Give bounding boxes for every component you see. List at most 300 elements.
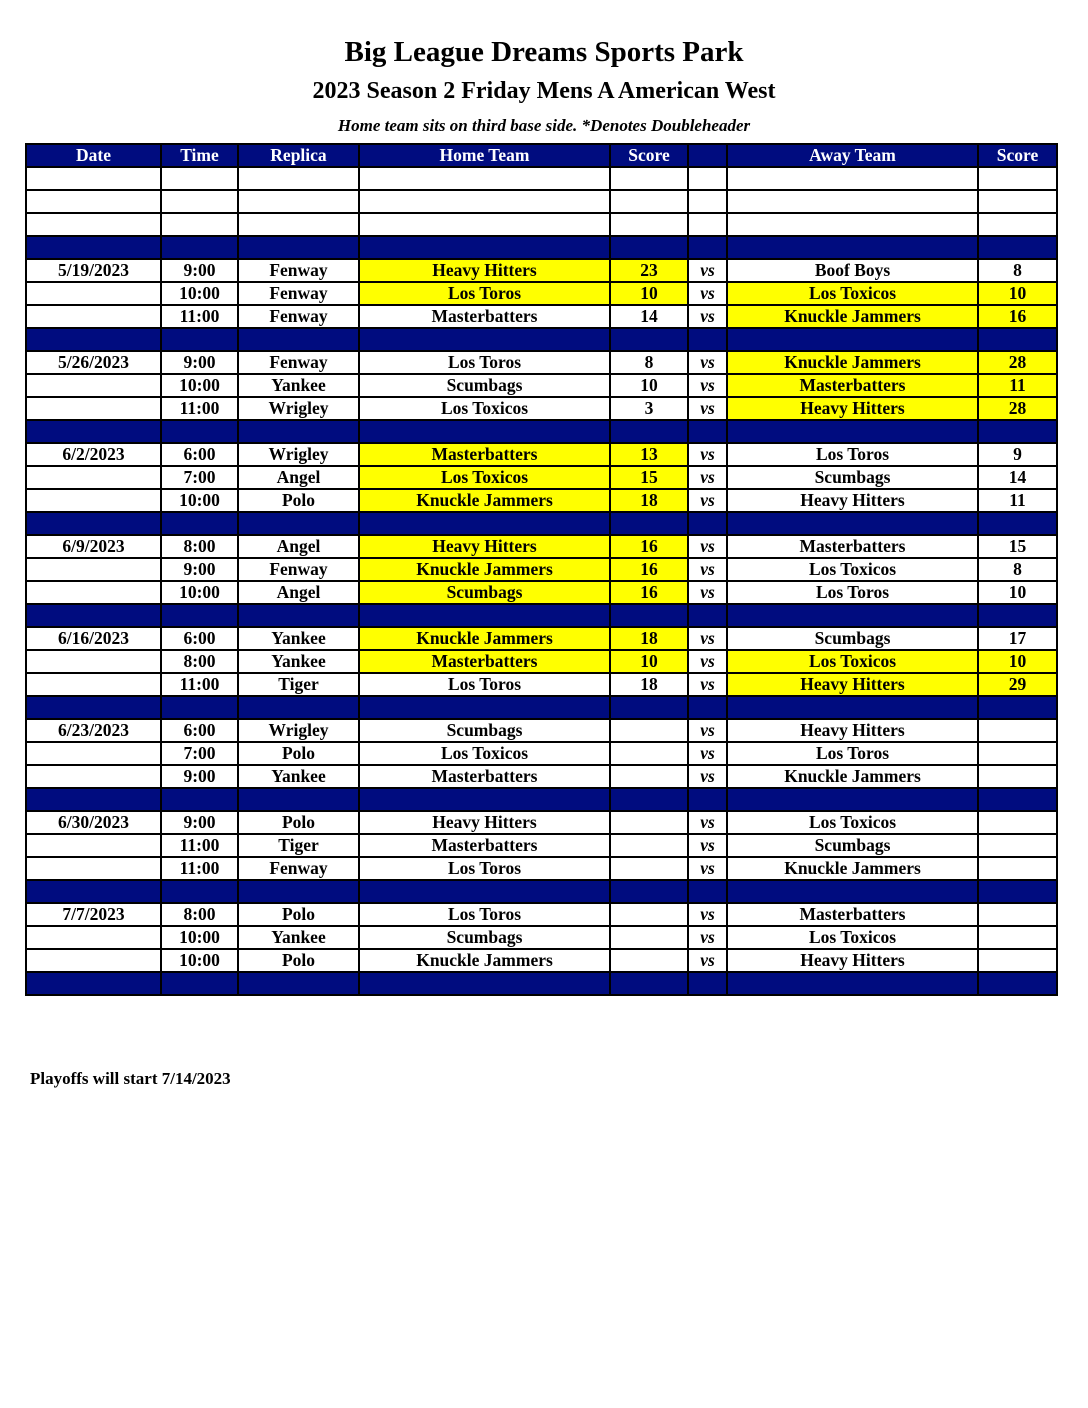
away-score-cell xyxy=(978,765,1057,788)
replica-cell xyxy=(238,420,359,443)
replica-cell: Fenway xyxy=(238,282,359,305)
vs-cell xyxy=(688,512,727,535)
away-team-cell xyxy=(727,696,978,719)
table-row xyxy=(26,903,1057,926)
away-score-cell: 8 xyxy=(978,558,1057,581)
home-team-cell: Masterbatters xyxy=(359,650,610,673)
home-team-cell: Masterbatters xyxy=(359,834,610,857)
col-header-vs xyxy=(688,144,727,167)
table-row xyxy=(26,811,1057,834)
vs-cell xyxy=(688,190,727,213)
home-score-cell: 18 xyxy=(610,489,688,512)
time-cell xyxy=(161,167,238,190)
home-score-cell xyxy=(610,604,688,627)
away-team-cell: Knuckle Jammers xyxy=(727,857,978,880)
separator-row xyxy=(26,420,1057,443)
away-score-cell: 28 xyxy=(978,351,1057,374)
vs-cell: vs xyxy=(688,351,727,374)
table-row xyxy=(26,259,1057,282)
time-cell: 10:00 xyxy=(161,489,238,512)
home-score-cell xyxy=(610,512,688,535)
home-score-cell: 13 xyxy=(610,443,688,466)
vs-cell xyxy=(688,880,727,903)
replica-cell xyxy=(238,696,359,719)
away-team-cell xyxy=(727,512,978,535)
home-score-cell: 10 xyxy=(610,650,688,673)
vs-cell: vs xyxy=(688,305,727,328)
time-cell: 10:00 xyxy=(161,374,238,397)
time-cell: 11:00 xyxy=(161,857,238,880)
date-cell xyxy=(26,397,161,420)
away-team-cell: Los Toxicos xyxy=(727,650,978,673)
replica-cell: Yankee xyxy=(238,374,359,397)
time-cell xyxy=(161,190,238,213)
home-score-cell: 8 xyxy=(610,351,688,374)
table-row xyxy=(26,765,1057,788)
date-cell xyxy=(26,972,161,995)
time-cell: 11:00 xyxy=(161,305,238,328)
home-team-cell: Los Toros xyxy=(359,282,610,305)
date-cell xyxy=(26,305,161,328)
table-row xyxy=(26,558,1057,581)
home-score-cell xyxy=(610,834,688,857)
time-cell: 6:00 xyxy=(161,443,238,466)
away-score-cell: 14 xyxy=(978,466,1057,489)
home-score-cell xyxy=(610,328,688,351)
vs-cell xyxy=(688,972,727,995)
table-row xyxy=(26,834,1057,857)
vs-cell: vs xyxy=(688,282,727,305)
replica-cell: Yankee xyxy=(238,627,359,650)
table-row xyxy=(26,397,1057,420)
home-team-cell xyxy=(359,328,610,351)
home-score-cell: 15 xyxy=(610,466,688,489)
time-cell: 11:00 xyxy=(161,673,238,696)
date-cell: 6/30/2023 xyxy=(26,811,161,834)
away-team-cell: Los Toxicos xyxy=(727,926,978,949)
home-team-cell: Knuckle Jammers xyxy=(359,627,610,650)
away-team-cell xyxy=(727,190,978,213)
home-score-cell xyxy=(610,926,688,949)
away-score-cell: 11 xyxy=(978,489,1057,512)
vs-cell xyxy=(688,328,727,351)
home-team-cell xyxy=(359,604,610,627)
away-score-cell: 11 xyxy=(978,374,1057,397)
away-team-cell: Boof Boys xyxy=(727,259,978,282)
away-team-cell: Heavy Hitters xyxy=(727,489,978,512)
date-cell xyxy=(26,420,161,443)
home-team-cell: Knuckle Jammers xyxy=(359,949,610,972)
home-score-cell: 3 xyxy=(610,397,688,420)
date-cell: 6/9/2023 xyxy=(26,535,161,558)
away-score-cell xyxy=(978,604,1057,627)
vs-cell: vs xyxy=(688,765,727,788)
away-team-cell xyxy=(727,880,978,903)
away-score-cell xyxy=(978,811,1057,834)
home-team-cell: Heavy Hitters xyxy=(359,811,610,834)
date-cell: 5/26/2023 xyxy=(26,351,161,374)
date-cell xyxy=(26,466,161,489)
time-cell: 10:00 xyxy=(161,926,238,949)
vs-cell: vs xyxy=(688,535,727,558)
date-cell xyxy=(26,213,161,236)
away-score-cell: 10 xyxy=(978,581,1057,604)
vs-cell: vs xyxy=(688,581,727,604)
away-team-cell: Heavy Hitters xyxy=(727,673,978,696)
away-team-cell: Knuckle Jammers xyxy=(727,351,978,374)
away-score-cell: 8 xyxy=(978,259,1057,282)
col-header-time: Time xyxy=(161,144,238,167)
vs-cell xyxy=(688,167,727,190)
time-cell: 9:00 xyxy=(161,351,238,374)
replica-cell: Polo xyxy=(238,949,359,972)
page-title: Big League Dreams Sports Park xyxy=(344,36,744,68)
home-score-cell xyxy=(610,696,688,719)
blank-row xyxy=(26,190,1057,213)
date-cell: 7/7/2023 xyxy=(26,903,161,926)
col-header-away-score: Score xyxy=(978,144,1057,167)
replica-cell xyxy=(238,972,359,995)
away-score-cell xyxy=(978,167,1057,190)
replica-cell: Wrigley xyxy=(238,397,359,420)
replica-cell xyxy=(238,880,359,903)
home-score-cell xyxy=(610,742,688,765)
date-cell xyxy=(26,742,161,765)
date-cell xyxy=(26,282,161,305)
replica-cell: Tiger xyxy=(238,673,359,696)
date-cell xyxy=(26,788,161,811)
home-score-cell: 10 xyxy=(610,374,688,397)
time-cell xyxy=(161,236,238,259)
replica-cell: Wrigley xyxy=(238,719,359,742)
replica-cell: Yankee xyxy=(238,650,359,673)
date-cell: 6/23/2023 xyxy=(26,719,161,742)
date-cell xyxy=(26,167,161,190)
home-team-cell: Masterbatters xyxy=(359,443,610,466)
schedule-table xyxy=(25,143,1058,996)
page-subtitle: 2023 Season 2 Friday Mens A American West xyxy=(312,78,776,104)
away-score-cell xyxy=(978,190,1057,213)
home-team-cell xyxy=(359,420,610,443)
replica-cell xyxy=(238,167,359,190)
time-cell: 9:00 xyxy=(161,558,238,581)
date-cell: 6/2/2023 xyxy=(26,443,161,466)
replica-cell: Polo xyxy=(238,903,359,926)
away-team-cell xyxy=(727,236,978,259)
home-team-cell: Los Toxicos xyxy=(359,397,610,420)
date-cell xyxy=(26,696,161,719)
home-score-cell xyxy=(610,236,688,259)
separator-row xyxy=(26,236,1057,259)
time-cell: 10:00 xyxy=(161,282,238,305)
vs-cell: vs xyxy=(688,834,727,857)
time-cell: 7:00 xyxy=(161,742,238,765)
table-row xyxy=(26,949,1057,972)
vs-cell xyxy=(688,604,727,627)
col-header-replica: Replica xyxy=(238,144,359,167)
table-row xyxy=(26,351,1057,374)
away-team-cell xyxy=(727,420,978,443)
away-score-cell xyxy=(978,880,1057,903)
table-row xyxy=(26,673,1057,696)
replica-cell: Polo xyxy=(238,489,359,512)
vs-cell: vs xyxy=(688,558,727,581)
vs-cell: vs xyxy=(688,259,727,282)
separator-row xyxy=(26,788,1057,811)
home-team-cell xyxy=(359,236,610,259)
date-cell xyxy=(26,673,161,696)
time-cell xyxy=(161,880,238,903)
time-cell: 7:00 xyxy=(161,466,238,489)
away-team-cell: Masterbatters xyxy=(727,374,978,397)
date-cell xyxy=(26,857,161,880)
vs-cell: vs xyxy=(688,742,727,765)
home-team-cell: Los Toros xyxy=(359,673,610,696)
col-header-home-score: Score xyxy=(610,144,688,167)
home-team-cell xyxy=(359,190,610,213)
vs-cell: vs xyxy=(688,857,727,880)
separator-row xyxy=(26,604,1057,627)
vs-cell: vs xyxy=(688,397,727,420)
date-cell xyxy=(26,190,161,213)
separator-row xyxy=(26,972,1057,995)
home-score-cell xyxy=(610,190,688,213)
table-row xyxy=(26,282,1057,305)
away-score-cell xyxy=(978,788,1057,811)
vs-cell: vs xyxy=(688,466,727,489)
vs-cell: vs xyxy=(688,650,727,673)
home-team-cell: Masterbatters xyxy=(359,305,610,328)
home-team-cell: Scumbags xyxy=(359,926,610,949)
table-row xyxy=(26,535,1057,558)
date-cell xyxy=(26,512,161,535)
home-score-cell xyxy=(610,420,688,443)
home-score-cell: 14 xyxy=(610,305,688,328)
away-score-cell: 17 xyxy=(978,627,1057,650)
table-row xyxy=(26,719,1057,742)
vs-cell xyxy=(688,213,727,236)
away-team-cell xyxy=(727,788,978,811)
date-cell xyxy=(26,489,161,512)
home-team-cell: Los Toxicos xyxy=(359,742,610,765)
away-score-cell: 10 xyxy=(978,282,1057,305)
vs-cell: vs xyxy=(688,926,727,949)
col-header-home-team: Home Team xyxy=(359,144,610,167)
away-team-cell: Scumbags xyxy=(727,627,978,650)
home-score-cell xyxy=(610,719,688,742)
home-team-cell: Scumbags xyxy=(359,719,610,742)
time-cell: 10:00 xyxy=(161,949,238,972)
date-cell xyxy=(26,604,161,627)
away-team-cell: Los Toxicos xyxy=(727,282,978,305)
away-team-cell: Heavy Hitters xyxy=(727,949,978,972)
time-cell xyxy=(161,328,238,351)
replica-cell xyxy=(238,213,359,236)
time-cell: 8:00 xyxy=(161,650,238,673)
home-score-cell: 18 xyxy=(610,673,688,696)
time-cell: 9:00 xyxy=(161,811,238,834)
date-cell xyxy=(26,374,161,397)
time-cell: 9:00 xyxy=(161,259,238,282)
time-cell: 11:00 xyxy=(161,397,238,420)
away-score-cell: 9 xyxy=(978,443,1057,466)
away-score-cell xyxy=(978,972,1057,995)
table-row xyxy=(26,627,1057,650)
away-team-cell: Los Toxicos xyxy=(727,558,978,581)
time-cell xyxy=(161,972,238,995)
away-team-cell: Scumbags xyxy=(727,466,978,489)
time-cell: 9:00 xyxy=(161,765,238,788)
date-cell xyxy=(26,926,161,949)
table-row xyxy=(26,443,1057,466)
replica-cell: Fenway xyxy=(238,857,359,880)
home-score-cell xyxy=(610,972,688,995)
replica-cell: Angel xyxy=(238,581,359,604)
home-team-cell xyxy=(359,512,610,535)
replica-cell xyxy=(238,512,359,535)
replica-cell: Polo xyxy=(238,811,359,834)
replica-cell: Polo xyxy=(238,742,359,765)
separator-row xyxy=(26,512,1057,535)
home-score-cell xyxy=(610,788,688,811)
replica-cell xyxy=(238,788,359,811)
table-row xyxy=(26,857,1057,880)
table-row xyxy=(26,466,1057,489)
home-team-cell xyxy=(359,972,610,995)
home-team-cell xyxy=(359,788,610,811)
home-score-cell: 16 xyxy=(610,581,688,604)
home-team-cell: Masterbatters xyxy=(359,765,610,788)
away-team-cell: Knuckle Jammers xyxy=(727,765,978,788)
playoffs-note: Playoffs will start 7/14/2023 xyxy=(30,1069,231,1088)
replica-cell: Fenway xyxy=(238,259,359,282)
vs-cell: vs xyxy=(688,903,727,926)
date-cell xyxy=(26,650,161,673)
date-cell xyxy=(26,880,161,903)
home-team-cell: Los Toros xyxy=(359,903,610,926)
vs-cell: vs xyxy=(688,811,727,834)
away-score-cell: 16 xyxy=(978,305,1057,328)
date-cell xyxy=(26,236,161,259)
replica-cell: Tiger xyxy=(238,834,359,857)
replica-cell: Fenway xyxy=(238,305,359,328)
home-team-cell: Scumbags xyxy=(359,581,610,604)
vs-cell: vs xyxy=(688,673,727,696)
home-team-cell: Los Toxicos xyxy=(359,466,610,489)
away-team-cell: Knuckle Jammers xyxy=(727,305,978,328)
away-score-cell xyxy=(978,420,1057,443)
blank-row xyxy=(26,213,1057,236)
table-row xyxy=(26,305,1057,328)
replica-cell: Yankee xyxy=(238,926,359,949)
away-score-cell xyxy=(978,236,1057,259)
time-cell xyxy=(161,604,238,627)
home-team-cell: Los Toros xyxy=(359,351,610,374)
vs-cell: vs xyxy=(688,374,727,397)
replica-cell: Angel xyxy=(238,466,359,489)
away-team-cell xyxy=(727,213,978,236)
away-team-cell: Los Toros xyxy=(727,443,978,466)
away-team-cell: Masterbatters xyxy=(727,903,978,926)
away-score-cell xyxy=(978,719,1057,742)
home-score-cell xyxy=(610,765,688,788)
home-team-cell: Knuckle Jammers xyxy=(359,489,610,512)
home-team-cell xyxy=(359,696,610,719)
time-cell: 11:00 xyxy=(161,834,238,857)
table-row xyxy=(26,489,1057,512)
home-score-cell: 16 xyxy=(610,535,688,558)
away-score-cell xyxy=(978,328,1057,351)
vs-cell xyxy=(688,420,727,443)
vs-cell xyxy=(688,788,727,811)
replica-cell: Angel xyxy=(238,535,359,558)
away-team-cell xyxy=(727,328,978,351)
separator-row xyxy=(26,880,1057,903)
replica-cell: Yankee xyxy=(238,765,359,788)
away-score-cell xyxy=(978,857,1057,880)
away-score-cell xyxy=(978,926,1057,949)
home-team-cell: Heavy Hitters xyxy=(359,259,610,282)
home-team-cell: Heavy Hitters xyxy=(359,535,610,558)
away-score-cell xyxy=(978,742,1057,765)
away-team-cell: Los Toros xyxy=(727,581,978,604)
away-team-cell xyxy=(727,972,978,995)
home-score-cell xyxy=(610,949,688,972)
time-cell xyxy=(161,788,238,811)
home-team-cell xyxy=(359,213,610,236)
away-team-cell xyxy=(727,604,978,627)
date-cell xyxy=(26,765,161,788)
home-team-cell: Los Toros xyxy=(359,857,610,880)
separator-row xyxy=(26,328,1057,351)
away-team-cell: Scumbags xyxy=(727,834,978,857)
vs-cell: vs xyxy=(688,719,727,742)
time-cell: 8:00 xyxy=(161,903,238,926)
away-score-cell xyxy=(978,512,1057,535)
home-score-cell xyxy=(610,903,688,926)
col-header-away-team: Away Team xyxy=(727,144,978,167)
away-score-cell xyxy=(978,834,1057,857)
col-header-date: Date xyxy=(26,144,161,167)
vs-cell: vs xyxy=(688,443,727,466)
away-team-cell: Heavy Hitters xyxy=(727,397,978,420)
replica-cell xyxy=(238,190,359,213)
replica-cell xyxy=(238,328,359,351)
date-cell xyxy=(26,834,161,857)
replica-cell: Fenway xyxy=(238,558,359,581)
time-cell: 6:00 xyxy=(161,627,238,650)
away-score-cell xyxy=(978,949,1057,972)
separator-row xyxy=(26,696,1057,719)
home-team-cell xyxy=(359,880,610,903)
table-row xyxy=(26,742,1057,765)
date-cell: 5/19/2023 xyxy=(26,259,161,282)
date-cell xyxy=(26,581,161,604)
time-cell xyxy=(161,213,238,236)
home-score-cell: 16 xyxy=(610,558,688,581)
away-score-cell: 15 xyxy=(978,535,1057,558)
home-score-cell xyxy=(610,811,688,834)
away-team-cell: Los Toros xyxy=(727,742,978,765)
vs-cell xyxy=(688,236,727,259)
time-cell: 6:00 xyxy=(161,719,238,742)
replica-cell: Wrigley xyxy=(238,443,359,466)
home-score-cell: 10 xyxy=(610,282,688,305)
replica-cell xyxy=(238,236,359,259)
time-cell xyxy=(161,420,238,443)
away-team-cell xyxy=(727,167,978,190)
table-row xyxy=(26,581,1057,604)
